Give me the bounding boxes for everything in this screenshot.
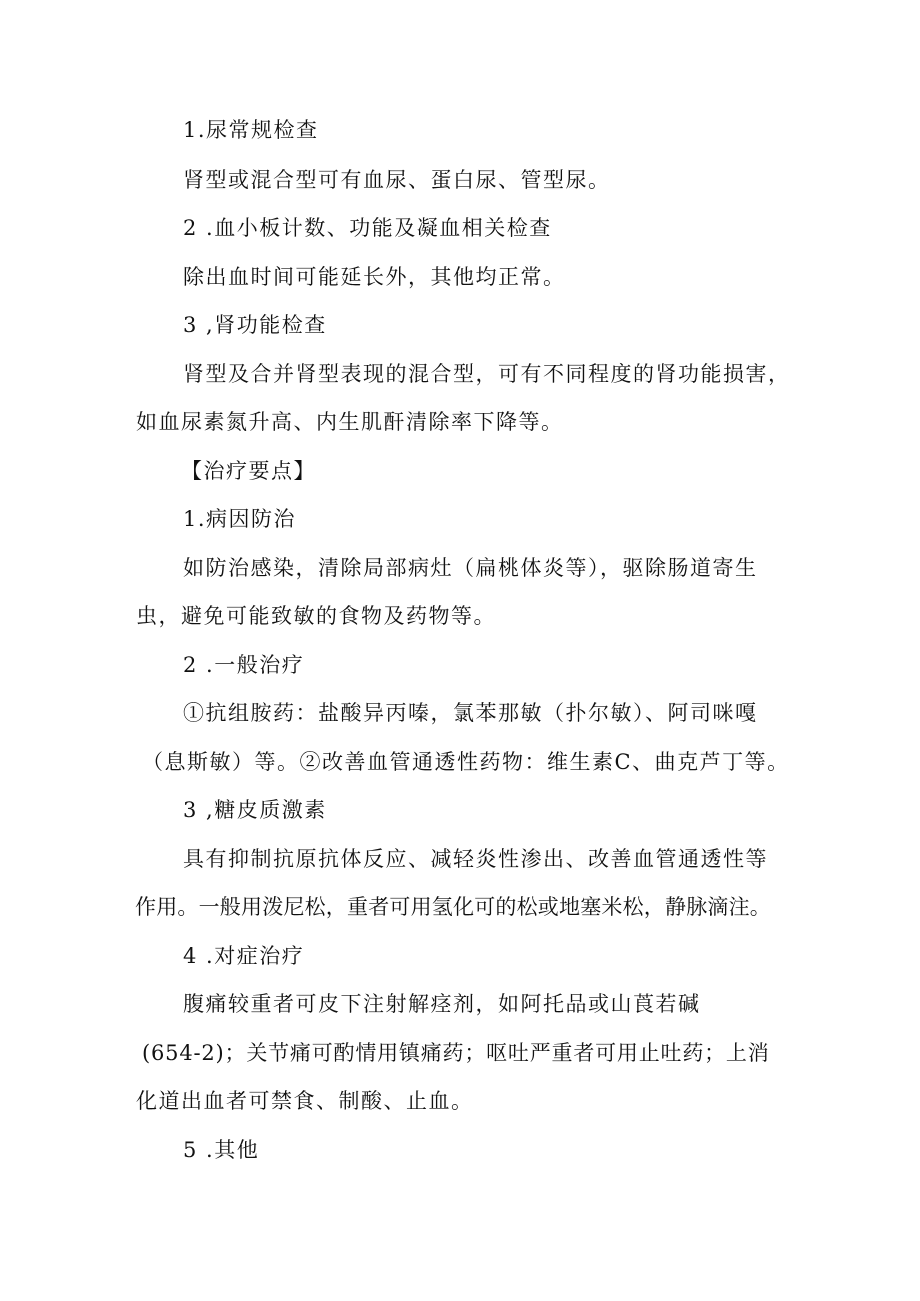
paragraph-text: 如血尿素氮升高、内生肌酐清除率下降等。	[136, 410, 564, 434]
paragraph-text: 肾型及合并肾型表现的混合型，可有不同程度的肾功能损害，	[183, 362, 791, 386]
heading-symptomatic: 4 .对症治疗	[183, 944, 305, 968]
paragraph-text: 虫，避免可能致敏的食物及药物等。	[136, 604, 496, 628]
paragraph-text: 化道出血者可禁食、制酸、止血。	[136, 1089, 474, 1113]
heading-etiology: 1.病因防治	[183, 507, 297, 531]
paragraph-text: 具有抑制抗原抗体反应、减轻炎性渗出、改善血管通透性等	[183, 847, 768, 871]
heading-platelet-tests: 2 .血小板计数、功能及凝血相关检查	[183, 216, 552, 240]
paragraph-text: 作用。一般用泼尼松，重者可用氢化可的松或地塞米松，静脉滴注。	[135, 895, 771, 919]
heading-renal-function: 3 ,肾功能检查	[183, 313, 327, 337]
paragraph-text: 除出血时间可能延长外，其他均正常。	[183, 265, 566, 289]
heading-urine-routine: 1.尿常规检查	[183, 118, 319, 142]
paragraph-text: (654-2)；关节痛可酌情用镇痛药；呕吐严重者可用止吐药；上消	[142, 1041, 770, 1065]
section-title-treatment: 【治疗要点】	[181, 459, 316, 483]
paragraph-text: （息斯敏）等。②改善血管通透性药物：维生素C、曲克芦丁等。	[142, 750, 790, 774]
paragraph-text: 腹痛较重者可皮下注射解痉剂，如阿托品或山莨若碱	[183, 992, 701, 1016]
paragraph-text: ①抗组胺药：盐酸异丙嗪，氯苯那敏（扑尔敏）、阿司咪嘎	[183, 701, 758, 725]
heading-glucocorticoids: 3 ,糖皮质激素	[183, 798, 327, 822]
paragraph-text: 如防治感染，清除局部病灶（扁桃体炎等），驱除肠道寄生	[183, 556, 758, 580]
paragraph-text: 肾型或混合型可有血尿、蛋白尿、管型尿。	[183, 168, 611, 192]
heading-general-treatment: 2 .一般治疗	[183, 653, 305, 677]
heading-other: 5 .其他	[183, 1138, 260, 1162]
